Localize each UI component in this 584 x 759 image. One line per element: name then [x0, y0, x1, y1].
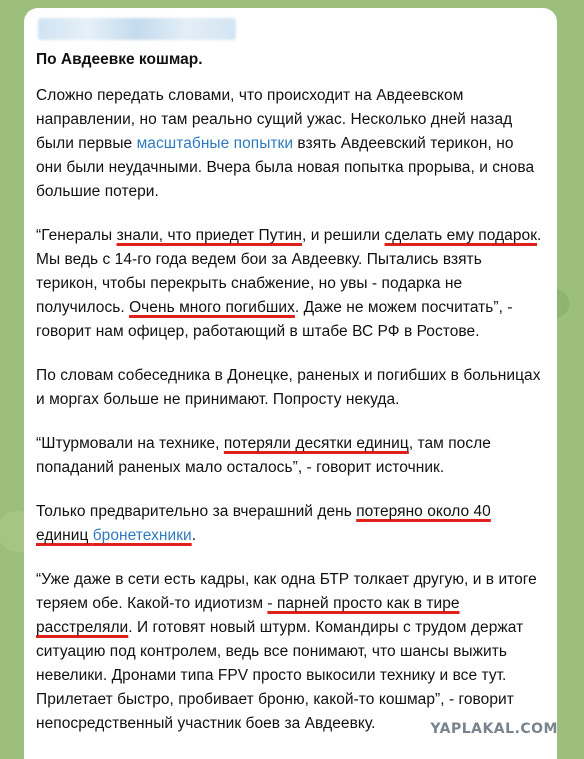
text: , и решили	[302, 227, 385, 244]
text: , там после попаданий раненых мало осталось”, - говорит источник.	[36, 435, 491, 476]
text: “Штурмовали на технике,	[36, 435, 224, 452]
highlight-underline: знали, что приедет Путин	[116, 227, 303, 244]
watermark-logo: YAPLAKAL.COM	[430, 721, 558, 737]
paragraph-4	[36, 432, 543, 480]
paragraph-3: По словам собеседника в Донецке, раненых и погибших в больницах и моргах больше не принимают. Попросту некуда.	[36, 367, 541, 408]
post-title: По Авдеевке кошмар.	[36, 51, 203, 68]
highlight-underline: - парней просто как в тире расстреляли	[36, 595, 460, 636]
link-armored-vehicles[interactable]: бронетехники	[92, 527, 192, 544]
text: взять Авдеевский терикон, но они были неудачными. Вчера была новая попытка прорыва, и снова большие потери.	[36, 135, 535, 200]
text: Сложно передать словами, что происходит на Авдеевском направлении, но там реально сущий ужас. Несколько дней назад были первые	[36, 87, 513, 152]
text: .	[191, 527, 197, 544]
highlight-underline: потеряли десятки единиц	[223, 435, 409, 452]
link-large-scale-attempts[interactable]: масштабные попытки	[136, 135, 294, 152]
text: потеряно около 40 единиц	[36, 503, 491, 544]
paragraph-2	[36, 224, 543, 344]
text: . И готовят новый штурм. Командиры с трудом держат ситуацию под контролем, ведь все понимают, что шансы выжить невелики. Дронами типа FPV просто выкосили технику и все тут. Прилетает быстро, пробивает броню, какой-то кошмар”, - говорит непосредственный участник боев за Авдеевку.	[36, 619, 524, 732]
text: . Даже не можем посчитать”, - говорит нам офицер, работающий в штабе ВС РФ в Ростове.	[36, 299, 513, 340]
author-name-blurred[interactable]	[38, 18, 236, 40]
text: Только предварительно за вчерашний день	[36, 503, 357, 520]
text: “Генералы	[36, 227, 117, 244]
paragraph-5	[36, 500, 543, 548]
paragraph-6	[36, 568, 543, 736]
paragraph-1	[36, 84, 543, 204]
message-bubble	[24, 8, 557, 759]
highlight-underline: сделать ему подарок	[384, 227, 538, 244]
text: . Мы ведь с 14-го года ведем бои за Авдеевку. Пытались взять терикон, чтобы перекрыть снабжение, но увы - подарка не получилось.	[36, 227, 542, 316]
text: “Уже даже в сети есть кадры, как одна БТР толкает другую, и в итоге теряем обе. Какой-то идиотизм	[36, 571, 537, 612]
highlight-underline: Очень много погибших	[129, 299, 295, 316]
